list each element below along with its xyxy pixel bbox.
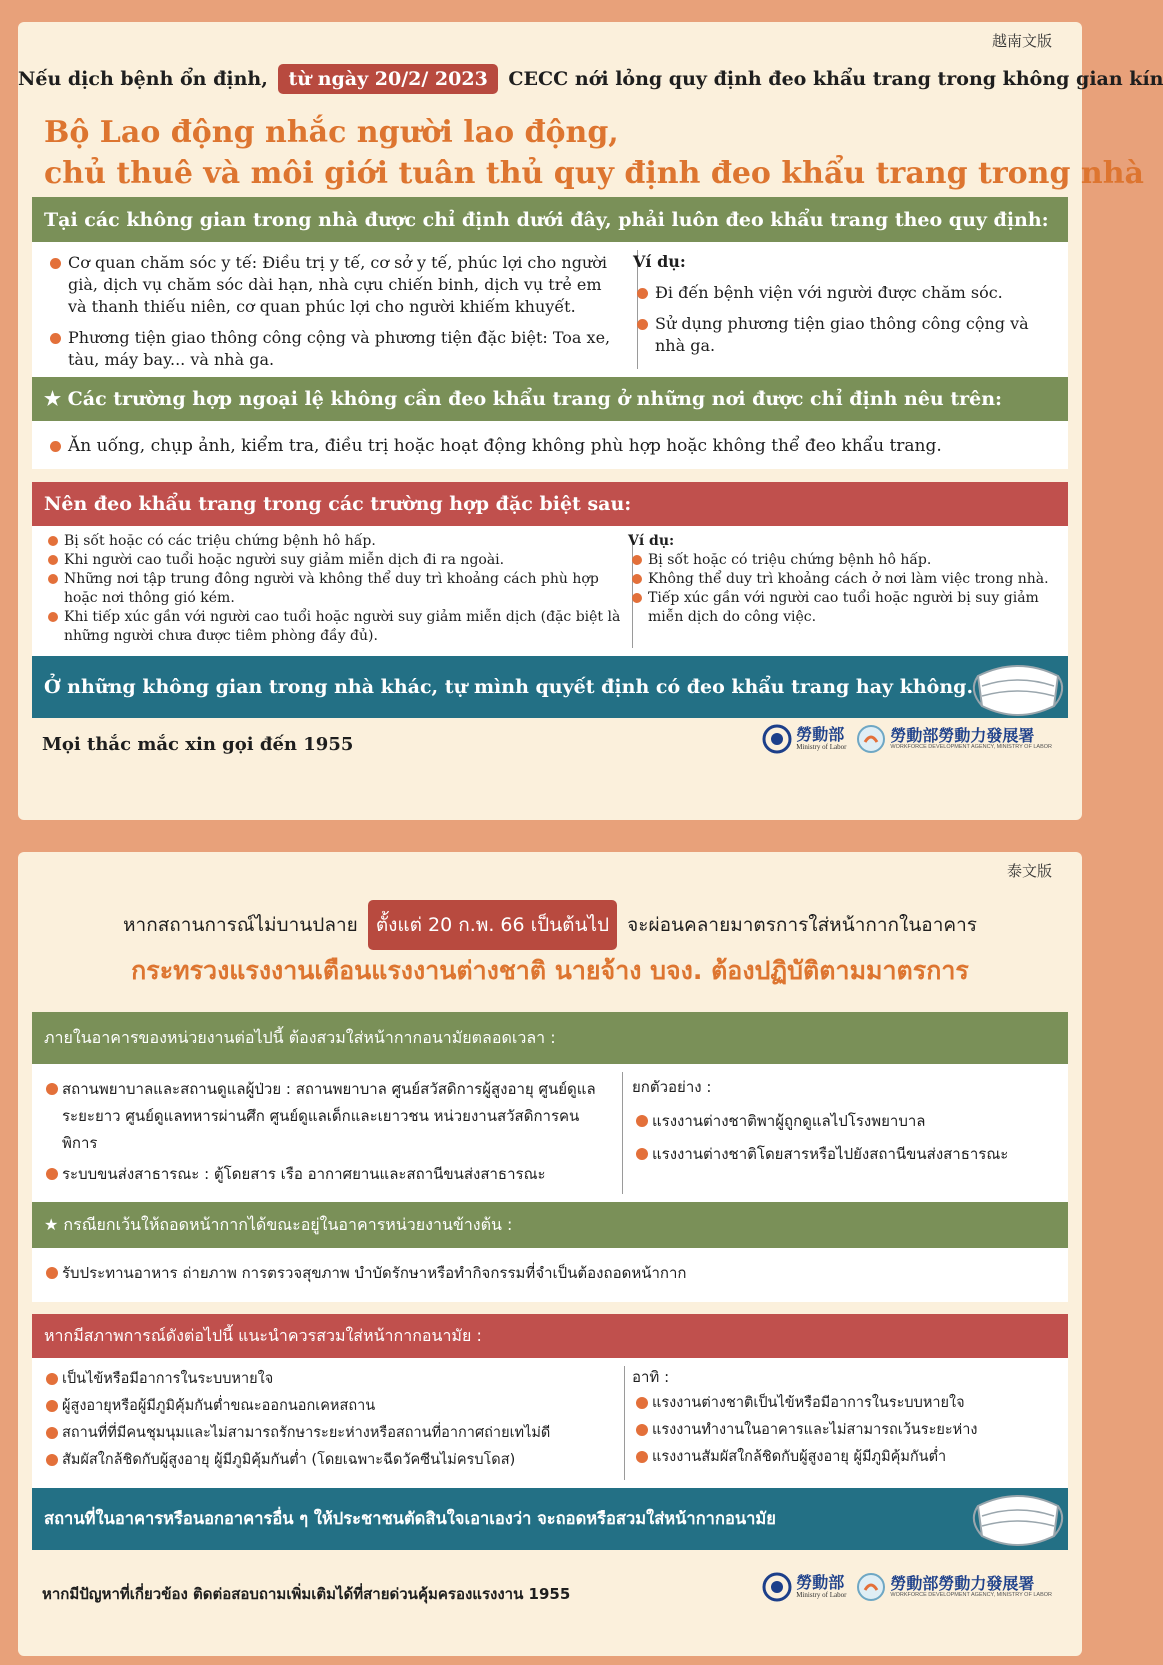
mandatory-mask-panel <box>32 242 1068 377</box>
recommended-mask-panel <box>32 526 1068 656</box>
list-item: Tiếp xúc gần với người cao tuổi hoặc người bị suy giảm miễn dịch do công việc. <box>628 589 1058 627</box>
agency-name-en: WORKFORCE DEVELOPMENT AGENCY, MINISTRY OF LABOR <box>890 744 1052 750</box>
date-highlight: ตั้งแต่ 20 ก.พ. 66 เป็นต้นไป <box>368 900 617 950</box>
language-tag: 越南文版 <box>991 32 1052 50</box>
face-mask-icon <box>968 654 1068 724</box>
list-item: แรงงานต่างชาติเป็นไข้หรือมีอาการในระบบหายใจ <box>632 1390 1060 1417</box>
mandatory-mask-header: Tại các không gian trong nhà được chỉ định dưới đây, phải luôn đeo khẩu trang theo quy định: <box>32 197 1068 242</box>
list-item: รับประทานอาหาร ถ่ายภาพ การตรวจสุขภาพ บำบัดรักษาหรือทำกิจกรรมที่จำเป็นต้องถอดหน้ากาก <box>42 1260 1058 1287</box>
ministry-logo-icon <box>762 1572 792 1602</box>
mandatory-examples <box>622 1064 1068 1202</box>
list-item: ระบบขนส่งสาธารณะ : ตู้โดยสาร เรือ อากาศยานและสถานีขนส่งสาธารณะ <box>42 1161 612 1188</box>
workforce-agency-logo <box>856 724 1052 754</box>
date-highlight: từ ngày 20/2/ 2023 <box>278 64 497 94</box>
recommended-examples <box>624 1358 1068 1488</box>
list-item: Phương tiện giao thông công cộng và phương tiện đặc biệt: Toa xe, tàu, máy bay... và nhà ga. <box>46 327 622 371</box>
hotline-footer: หากมีปัญหาที่เกี่ยวข้อง ติดต่อสอบถามเพิ่มเติมได้ที่สายด่วนคุ้มครองแรงงาน 1955 <box>42 1585 571 1603</box>
workforce-agency-logo <box>856 1572 1052 1602</box>
list-item: Khi người cao tuổi hoặc người suy giảm miễn dịch đi ra ngoài. <box>44 551 622 570</box>
headline <box>44 112 1144 194</box>
recommended-situations <box>32 1358 622 1488</box>
list-item: แรงงานสัมผัสใกล้ชิดกับผู้สูงอายุ ผู้มีภูมิคุ้มกันต่ำ <box>632 1444 1060 1471</box>
thai-notice-card <box>18 852 1082 1656</box>
example-label: Ví dụ: <box>628 533 675 549</box>
other-spaces-banner <box>32 1488 1068 1550</box>
headline <box>32 954 1068 988</box>
list-item: เป็นไข้หรือมีอาการในระบบหายใจ <box>42 1366 612 1393</box>
list-item: แรงงานทำงานในอาคารและไม่สามารถเว้นระยะห่าง <box>632 1417 1060 1444</box>
headline-line-2: chủ thuê và môi giới tuân thủ quy định đeo khẩu trang trong nhà <box>44 156 1144 191</box>
agency-name-cn: 勞動部勞動力發展署 <box>890 726 1035 745</box>
logo-group <box>762 1572 1052 1602</box>
agency-name-en: WORKFORCE DEVELOPMENT AGENCY, MINISTRY OF LABOR <box>890 1592 1052 1598</box>
vietnamese-notice-card <box>18 22 1163 820</box>
exceptions-panel <box>32 421 1068 469</box>
list-item: Đi đến bệnh viện với người được chăm sóc. <box>633 282 1058 304</box>
example-label: อาทิ : <box>632 1368 670 1386</box>
agency-name-cn: 勞動部勞動力發展署 <box>890 1574 1035 1593</box>
banner-text: สถานที่ในอาคารหรือนอกอาคารอื่น ๆ ให้ประชาชนตัดสินใจเอาเองว่า จะถอดหรือสวมใส่หน้ากากอนามัย <box>44 1509 776 1528</box>
list-item: แรงงานต่างชาติพาผู้ถูกดูแลไปโรงพยาบาล <box>632 1108 1058 1135</box>
ministry-name-en: Ministry of Labor <box>796 1591 847 1599</box>
list-item: สัมผัสใกล้ชิดกับผู้สูงอายุ ผู้มีภูมิคุ้มกันต่ำ (โดยเฉพาะฉีดวัคซีนไม่ครบโดส) <box>42 1447 612 1474</box>
list-item: Ăn uống, chụp ảnh, kiểm tra, điều trị hoặc hoạt động không phù hợp hoặc không thể đeo khẩu trang. <box>46 435 1058 457</box>
list-item: ผู้สูงอายุหรือผู้มีภูมิคุ้มกันต่ำขณะออกนอกเคหสถาน <box>42 1393 612 1420</box>
list-item: Khi tiếp xúc gần với người cao tuổi hoặc người suy giảm miễn dịch (đặc biệt là những người chưa được tiêm phòng đầy đủ). <box>44 608 622 646</box>
mandatory-locations <box>32 242 632 377</box>
list-item: Những nơi tập trung đông người và không thể duy trì khoảng cách phù hợp hoặc nơi thông gió kém. <box>44 570 622 608</box>
hotline-footer: Mọi thắc mắc xin gọi đến 1955 <box>42 734 354 755</box>
exceptions-panel <box>32 1248 1068 1302</box>
recommended-mask-header: หากมีสภาพการณ์ดังต่อไปนี้ แนะนำควรสวมใส่หน้ากากอนามัย : <box>32 1314 1068 1358</box>
recommended-examples <box>618 526 1068 656</box>
mandatory-mask-header: ภายในอาคารของหน่วยงานต่อไปนี้ ต้องสวมใส่หน้ากากอนามัยตลอดเวลา : <box>32 1012 1068 1064</box>
intro-text-after: CECC nới lỏng quy định đeo khẩu trang trong không gian kín <box>508 68 1163 90</box>
logo-group <box>762 724 1052 754</box>
recommended-mask-panel <box>32 1358 1068 1488</box>
list-item: สถานพยาบาลและสถานดูแลผู้ป่วย : สถานพยาบาล ศูนย์สวัสดิการผู้สูงอายุ ศูนย์ดูแลระยะยาว ศูนย์ดูแลทหารผ่านศึก ศูนย์ดูแลเด็กและเยาวชน หน่วยงานสวัสดิการคนพิการ <box>42 1076 612 1157</box>
ministry-name-cn: 勞動部 <box>796 725 845 744</box>
exceptions-header: ★ Các trường hợp ngoại lệ không cần đeo khẩu trang ở những nơi được chỉ định nêu trên: <box>32 377 1068 421</box>
example-label: Ví dụ: <box>633 252 686 271</box>
list-item: Cơ quan chăm sóc y tế: Điều trị y tế, cơ sở y tế, phúc lợi cho người già, dịch vụ chăm sóc dài hạn, nhà cựu chiến binh, dịch vụ trẻ em và thanh thiếu niên, cơ quan phúc lợi cho người khiếm khuyết. <box>46 252 622 318</box>
intro-text-before: Nếu dịch bệnh ổn định, <box>18 68 268 90</box>
exceptions-header: ★ กรณียกเว้นให้ถอดหน้ากากได้ขณะอยู่ในอาคารหน่วยงานข้างต้น : <box>32 1202 1068 1248</box>
ministry-logo-icon <box>762 724 792 754</box>
ministry-of-labor-logo <box>762 1572 846 1602</box>
ministry-name-en: Ministry of Labor <box>796 743 847 751</box>
list-item: Không thể duy trì khoảng cách ở nơi làm việc trong nhà. <box>628 570 1058 589</box>
language-tag: 泰文版 <box>1006 862 1052 880</box>
recommended-mask-header: Nên đeo khẩu trang trong các trường hợp đặc biệt sau: <box>32 482 1068 526</box>
workforce-logo-icon <box>856 1572 886 1602</box>
mandatory-mask-panel <box>32 1064 1068 1202</box>
recommended-situations <box>32 526 632 656</box>
ministry-of-labor-logo <box>762 724 846 754</box>
list-item: แรงงานต่างชาติโดยสารหรือไปยังสถานีขนส่งสาธารณะ <box>632 1141 1058 1168</box>
example-label: ยกตัวอย่าง : <box>632 1078 712 1096</box>
intro-text-before: หากสถานการณ์ไม่บานปลาย <box>123 914 358 936</box>
mandatory-examples <box>623 242 1068 377</box>
list-item: Sử dụng phương tiện giao thông công cộng và nhà ga. <box>633 313 1058 357</box>
mandatory-locations <box>32 1064 622 1202</box>
headline-line-1: Bộ Lao động nhắc người lao động, <box>44 115 619 150</box>
banner-text: Ở những không gian trong nhà khác, tự mình quyết định có đeo khẩu trang hay không. <box>44 676 974 698</box>
ministry-name-cn: 勞動部 <box>796 1573 845 1592</box>
intro-line <box>18 64 1163 94</box>
face-mask-icon <box>968 1484 1068 1554</box>
intro-text-after: จะผ่อนคลายมาตรการใส่หน้ากากในอาคาร <box>627 914 977 936</box>
intro-line <box>18 900 1082 950</box>
list-item: สถานที่ที่มีคนชุมนุมและไม่สามารถรักษาระยะห่างหรือสถานที่อากาศถ่ายเทไม่ดี <box>42 1420 612 1447</box>
other-spaces-banner <box>32 656 1068 718</box>
list-item: Bị sốt hoặc có triệu chứng bệnh hô hấp. <box>628 551 1058 570</box>
list-item: Bị sốt hoặc có các triệu chứng bệnh hô hấp. <box>44 532 622 551</box>
headline-line: กระทรวงแรงงานเตือนแรงงานต่างชาติ นายจ้าง บจง. ต้องปฏิบัติตามมาตรการ <box>131 956 969 985</box>
workforce-logo-icon <box>856 724 886 754</box>
